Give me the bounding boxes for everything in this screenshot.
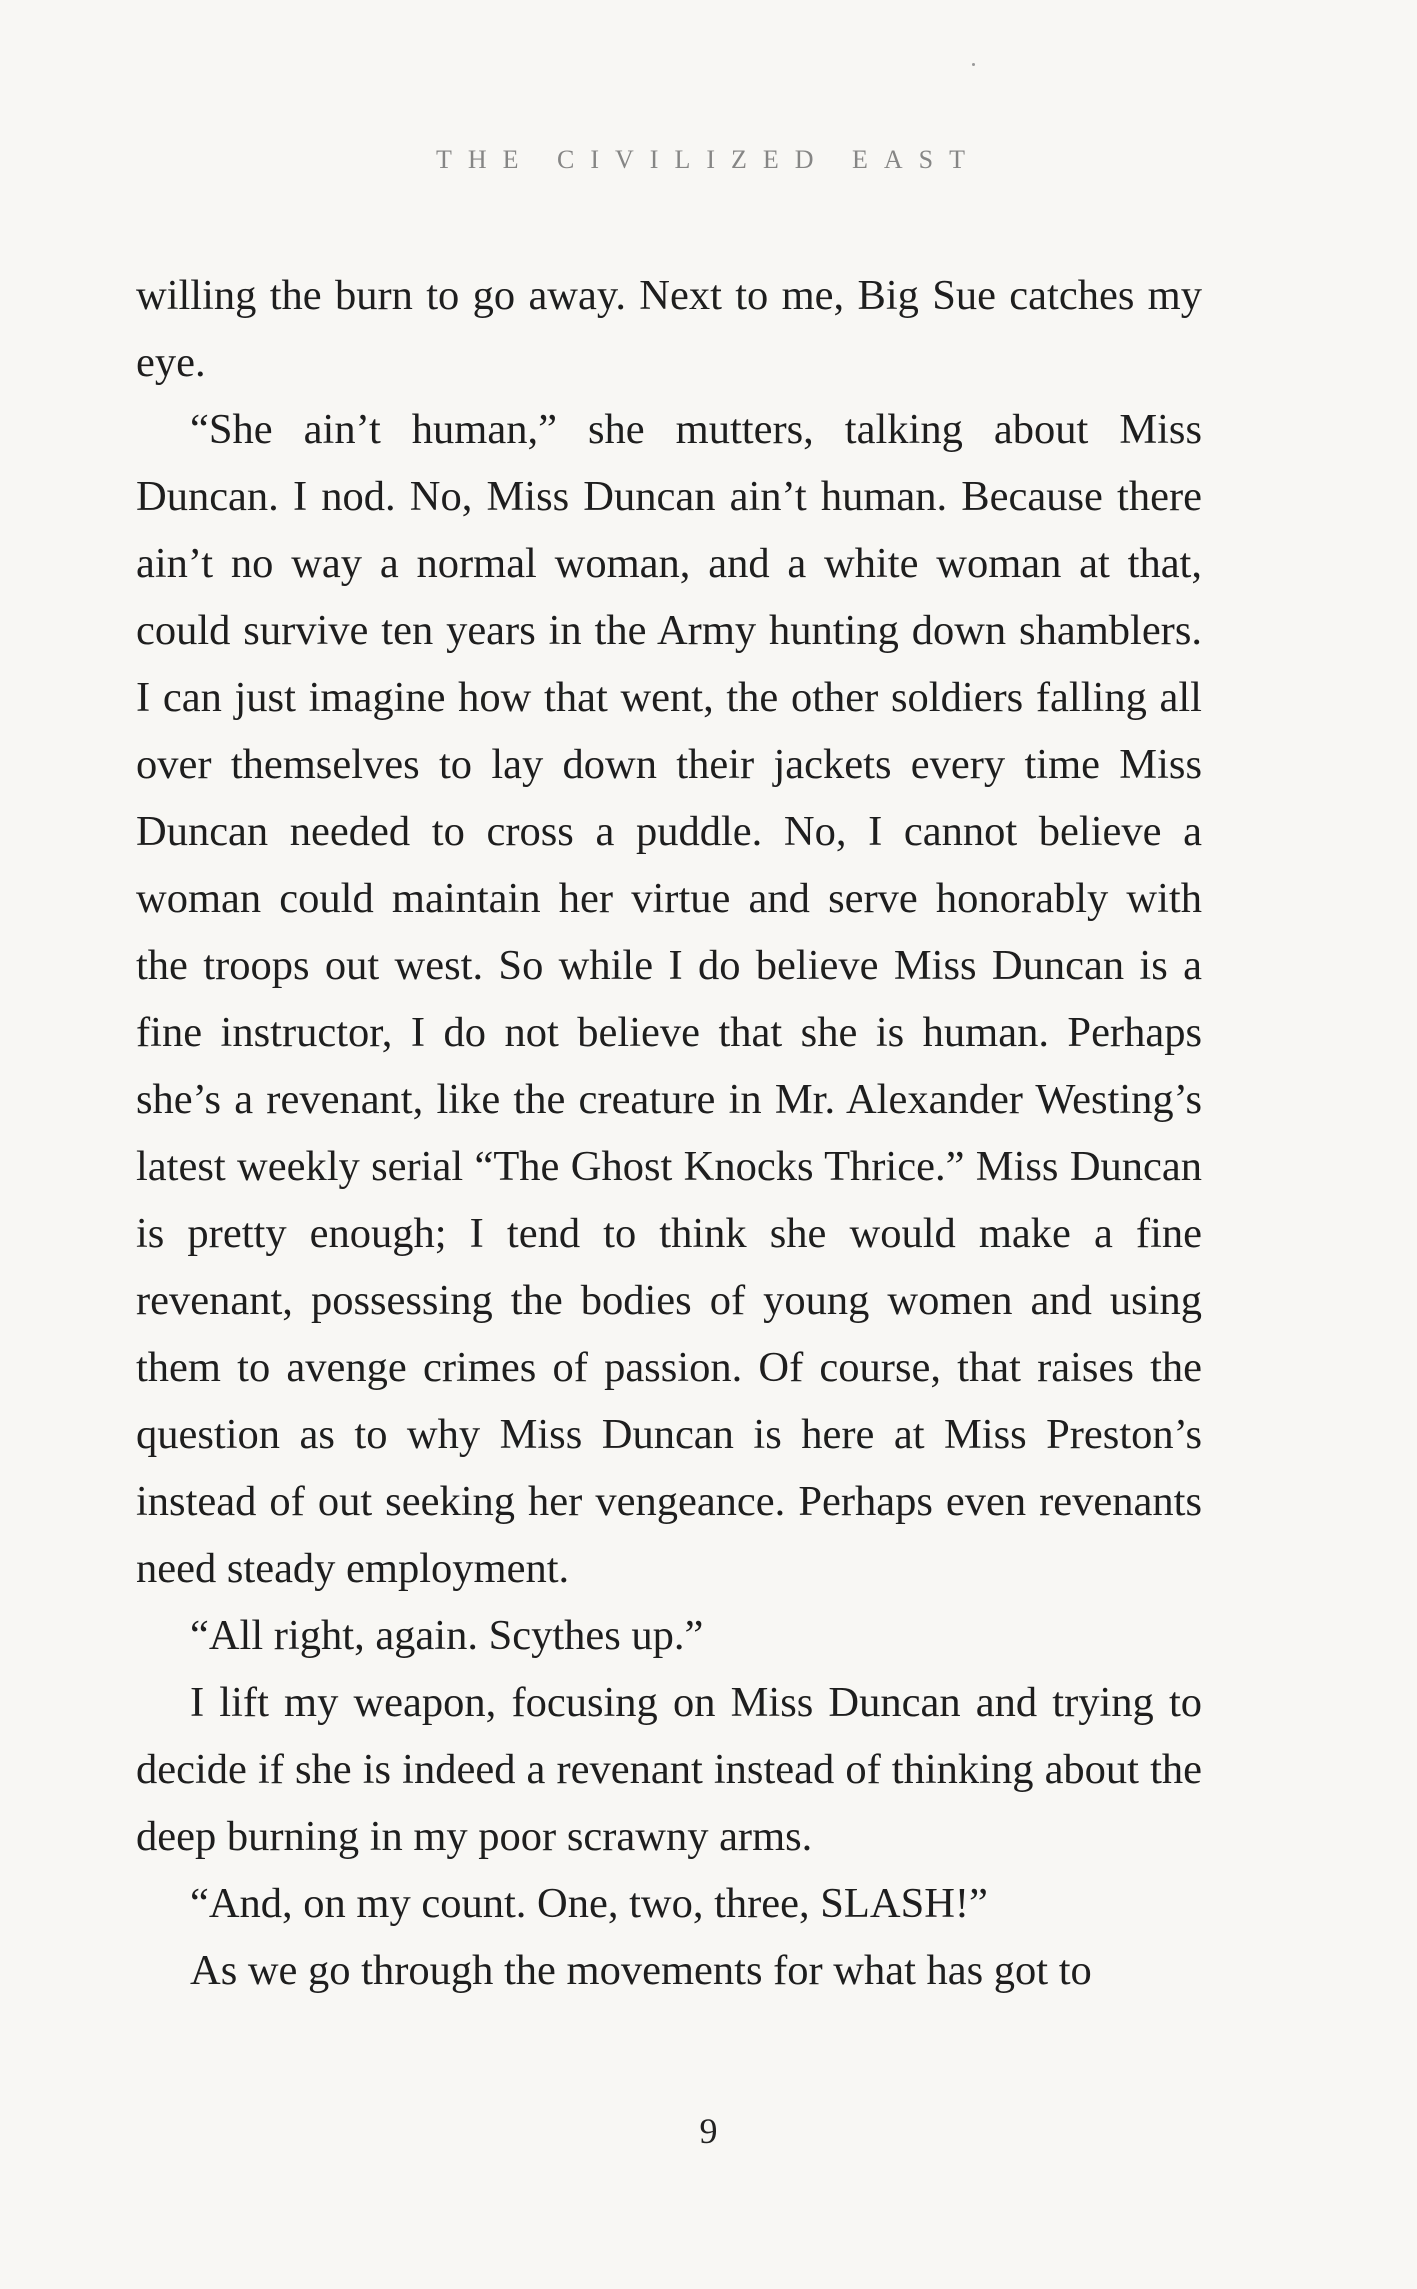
running-head: THE CIVILIZED EAST (435, 145, 982, 174)
paragraph: “All right, again. Scythes up.” (190, 1612, 704, 1659)
paragraph: “She ain’t human,” she mutters, talking about Miss Duncan. I nod. No, Miss Duncan ain’t human. Because there ain’t no way a normal woman, and a white woman at that, could survive ten years in the Army hunting down shamblers. I can just imagine how that went, the other soldiers falling all over themselves to lay down their jackets every time Miss Duncan needed to cross a puddle. No, I cannot believe a woman could maintain her virtue and serve honorably with the troops out west. So while I do believe Miss Duncan is a fine instructor, I do not believe that she is human. Perhaps she’s a revenant, like the creature in Mr. Alexander Westing’s latest weekly serial “The Ghost Knocks Thrice.” Miss Duncan is pretty enough; I tend to think she would make a fine revenant, possessing the bodies of young women and using them to avenge crimes of passion. Of course, that raises the question as to why Miss Duncan is here at Miss Preston’s instead of out seeking her vengeance. Perhaps even revenants need steady employment. (136, 406, 1202, 1592)
paragraph-continued: willing the burn to go away. Next to me, Big Sue catches my eye. (136, 272, 1202, 386)
page-number: 9 (699, 2111, 718, 2151)
body-text (136, 262, 1202, 2004)
paragraph: I lift my weapon, focusing on Miss Duncan and trying to decide if she is indeed a revenant instead of thinking about the deep burning in my poor scrawny arms. (136, 1679, 1202, 1860)
paragraph: “And, on my count. One, two, three, SLASH!” (190, 1880, 988, 1927)
paragraph: As we go through the movements for what has got to (190, 1947, 1092, 1994)
paper-speck (972, 63, 975, 66)
